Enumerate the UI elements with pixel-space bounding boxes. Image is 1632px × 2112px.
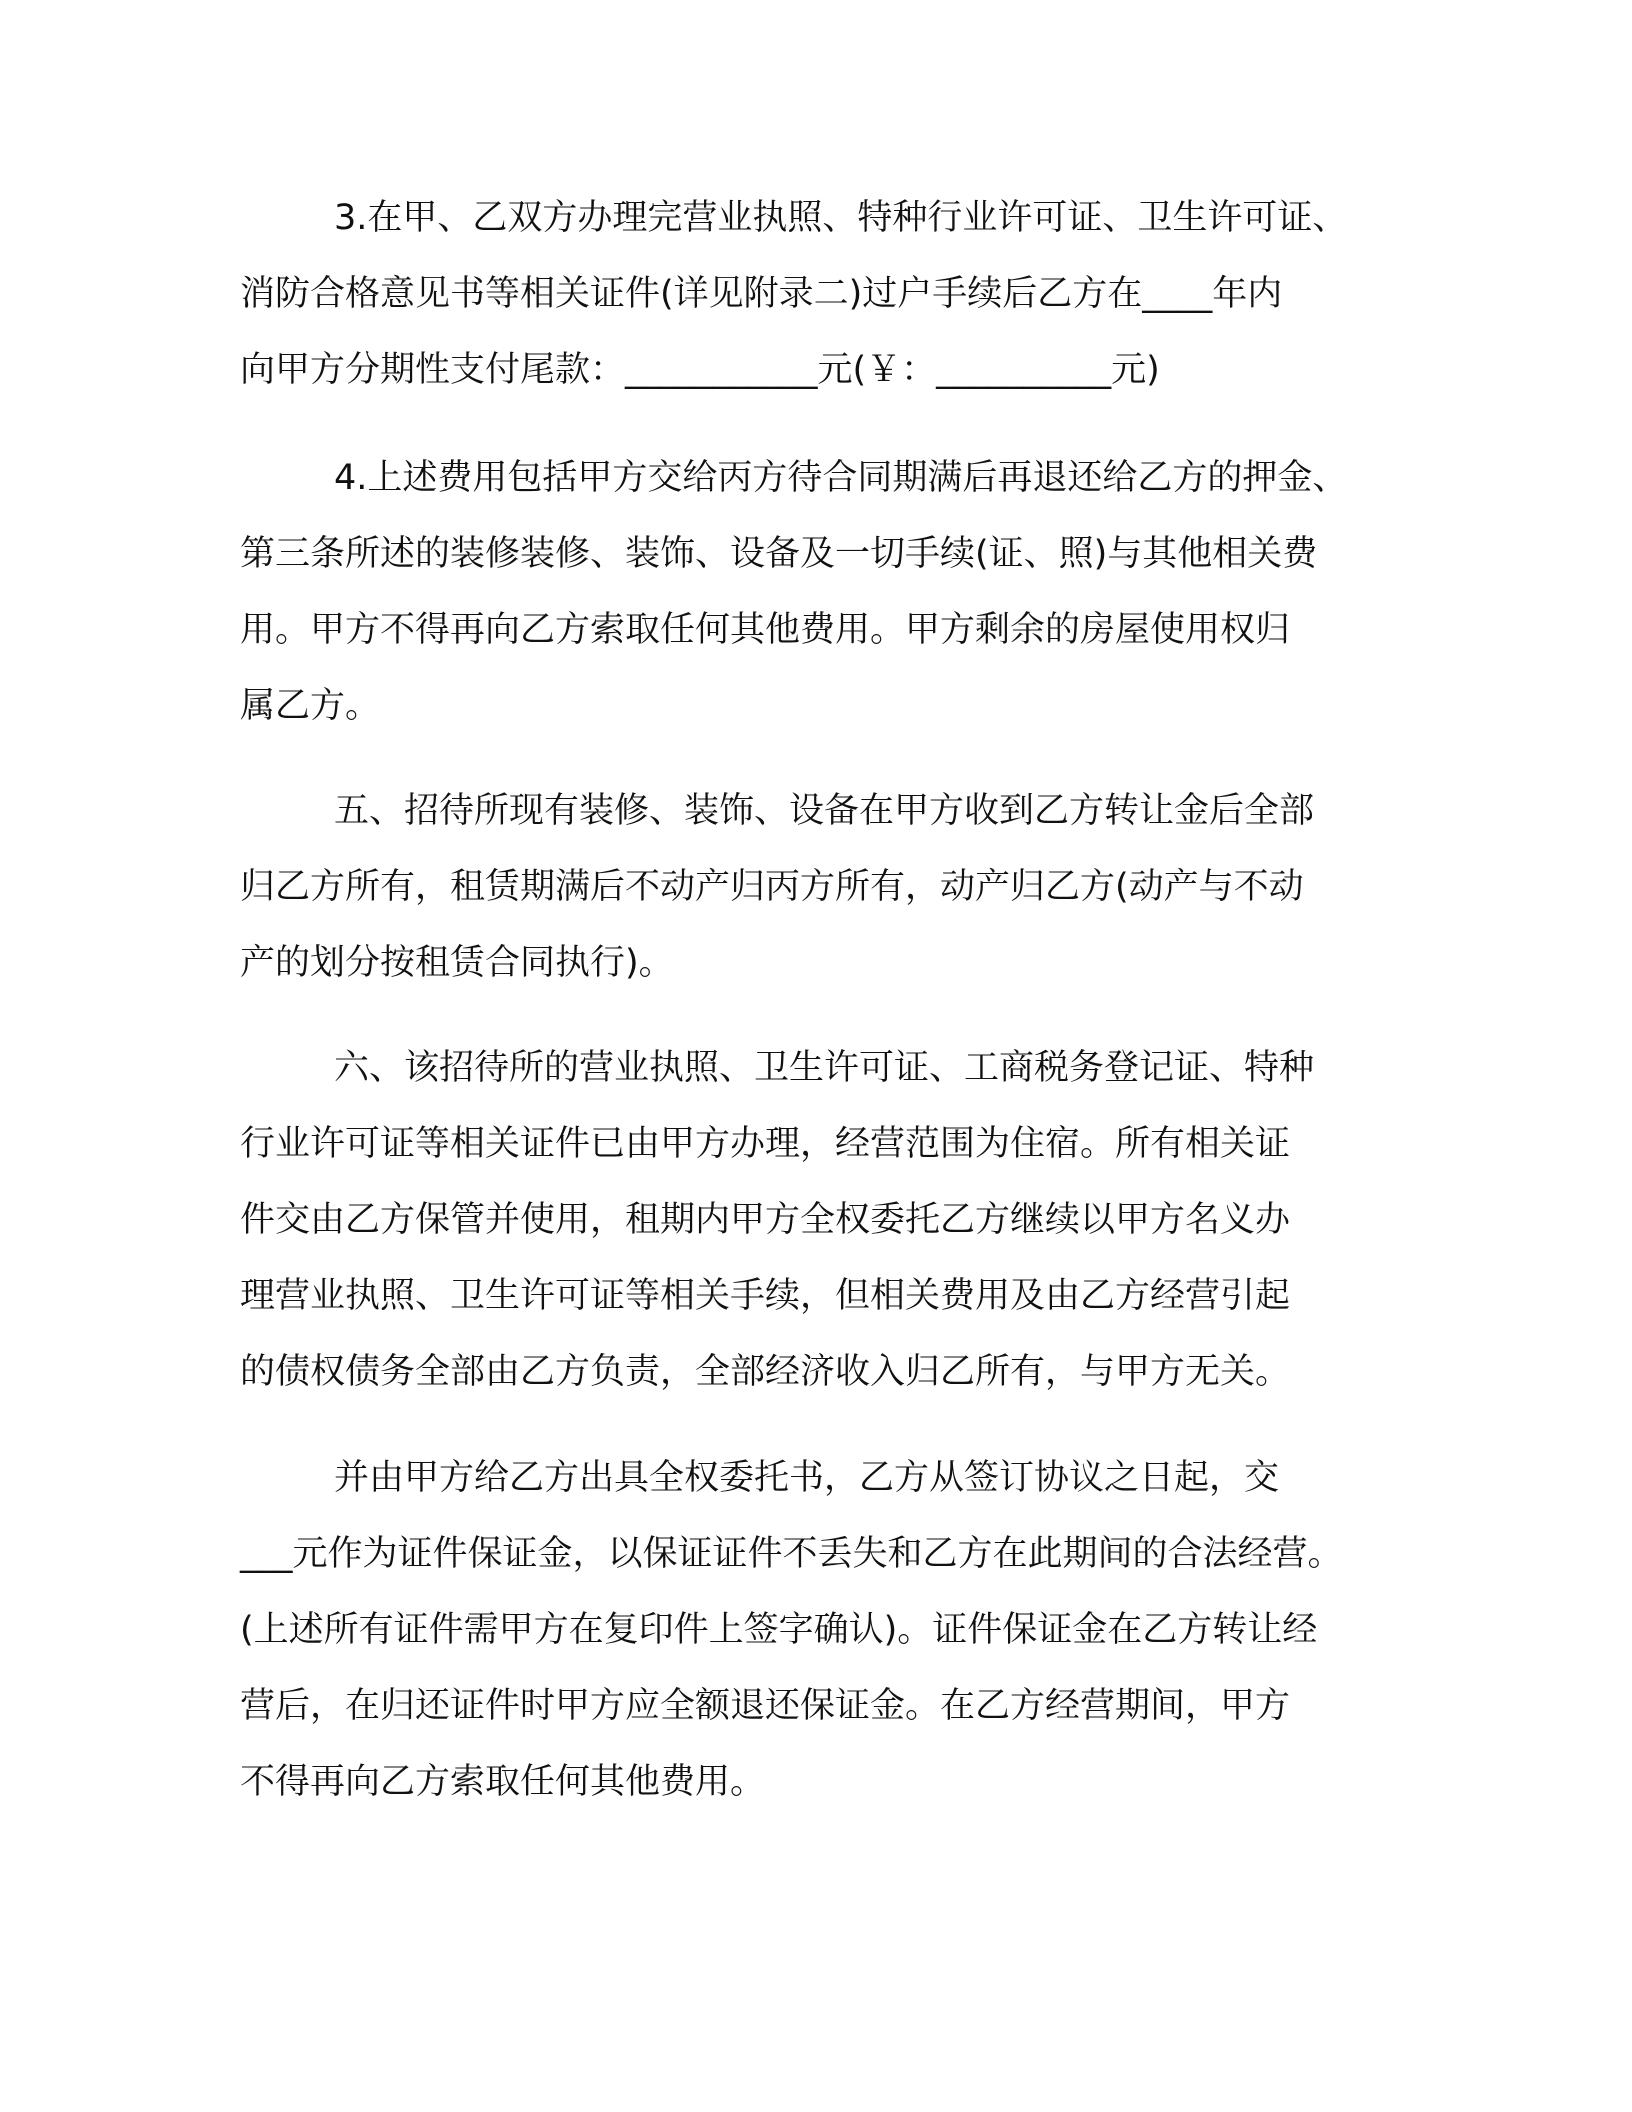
paragraph-line: 的债权债务全部由乙方负责，全部经济收入归乙所有，与甲方无关。 [240, 1352, 1291, 1392]
paragraph-line: 向甲方分期性支付尾款：___________元(￥：__________元) [240, 350, 1160, 390]
clause-3-paragraph [240, 180, 1420, 408]
article-6-paragraph [240, 1030, 1420, 1410]
paragraph-line: 理营业执照、卫生许可证等相关手续，但相关费用及由乙方经营引起 [240, 1276, 1291, 1316]
paragraph-line: 不得再向乙方索取任何其他费用。 [240, 1762, 766, 1802]
paragraph-line: 五、招待所现有装修、装饰、设备在甲方收到乙方转让金后全部 [334, 791, 1315, 831]
paragraph-line: 六、该招待所的营业执照、卫生许可证、工商税务登记证、特种 [334, 1048, 1315, 1088]
paragraph-line: 行业许可证等相关证件已由甲方办理，经营范围为住宿。所有相关证 [240, 1124, 1291, 1164]
paragraph-line: 3.在甲、乙双方办理完营业执照、特种行业许可证、卫生许可证、 [334, 198, 1348, 238]
article-5-paragraph [240, 773, 1420, 1001]
paragraph-line: 属乙方。 [240, 686, 381, 726]
paragraph-line: 4.上述费用包括甲方交给丙方待合同期满后再退还给乙方的押金、 [334, 458, 1348, 498]
paragraph-line: ___元作为证件保证金，以保证证件不丢失和乙方在此期间的合法经营。 [240, 1534, 1343, 1574]
paragraph-line: 产的划分按租赁合同执行)。 [240, 943, 674, 983]
deposit-paragraph [240, 1440, 1420, 1820]
clause-4-paragraph [240, 440, 1420, 744]
paragraph-line: 归乙方所有，租赁期满后不动产归丙方所有，动产归乙方(动产与不动 [240, 867, 1304, 907]
paragraph-line: 营后，在归还证件时甲方应全额退还保证金。在乙方经营期间，甲方 [240, 1686, 1291, 1726]
paragraph-line: 并由甲方给乙方出具全权委托书，乙方从签订协议之日起，交 [334, 1458, 1280, 1498]
paragraph-line: 第三条所述的装修装修、装饰、设备及一切手续(证、照)与其他相关费 [240, 534, 1318, 574]
paragraph-line: 用。甲方不得再向乙方索取任何其他费用。甲方剩余的房屋使用权归 [240, 610, 1291, 650]
paragraph-line: (上述所有证件需甲方在复印件上签字确认)。证件保证金在乙方转让经 [240, 1610, 1318, 1650]
paragraph-line: 件交由乙方保管并使用，租期内甲方全权委托乙方继续以甲方名义办 [240, 1200, 1291, 1240]
paragraph-line: 消防合格意见书等相关证件(详见附录二)过户手续后乙方在____年内 [240, 274, 1283, 314]
